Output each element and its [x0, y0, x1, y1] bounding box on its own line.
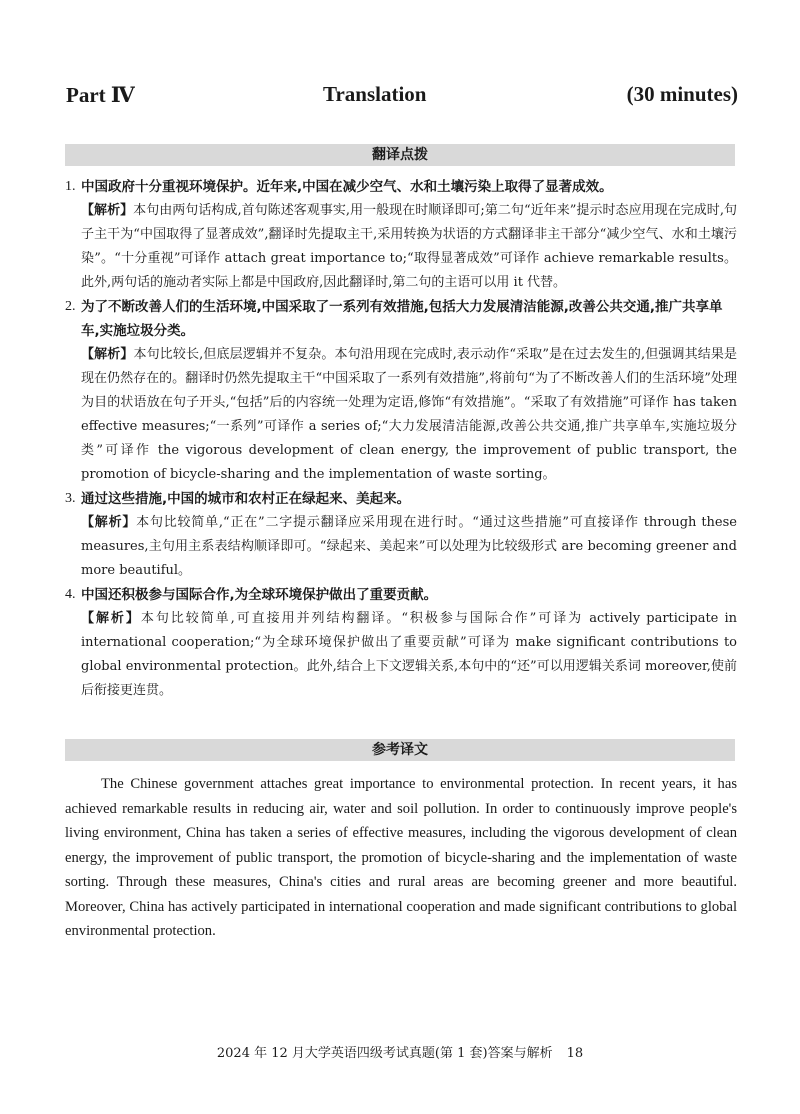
translation-item-3 — [65, 487, 737, 583]
translation-item-1 — [65, 175, 737, 295]
translation-item-4 — [65, 583, 737, 703]
reference-translation: The Chinese government attaches great importance to environmental protection. In recent years, it has achieved remarkable results in reducing air, water and soil pollution. In order to continuously improve people's living environment, China has taken a series of effective measures, including the vigorous development of clean energy, the improvement of public transport, the promotion of bicycle-sharing and the implementation of waste sorting. Through these measures, China's cities and rural areas are becoming greener and more beautiful. Moreover, China has actively participated in international cooperation and made significant contributions to global environmental protection. — [65, 776, 737, 939]
item-analysis-text: 本句比较长,但底层逻辑并不复杂。本句沿用现在完成时,表示动作“采取”是在过去发生的,但强调其结果是现在仍然存在的。翻译时仍然先提取主干“中国采取了一系列有效措施”,将前句“为了不断改善人们的生活环境”处理为目的状语放在句子开头,“包括”后的内容统一处理为定语,修饰“有效措施”。“采取了有效措施”可译作 has taken effective measures;“一系列”可译作 a series of;“大力发展清洁能源,改善公共交通,推广共享单车,实施垃圾分类”可译作 the vigorous development of clean energy, the improvement of public transport, the promotion of bicycle-sharing and the implementation of waste sorting。 — [81, 347, 737, 482]
item-analysis-text: 本句由两句话构成,首句陈述客观事实,用一般现在时顺译即可;第二句“近年来”提示时态应用现在完成时,句子主干为“中国取得了显著成效”,翻译时先提取主干,采用转换为状语的方式翻译非主干部分“减少空气、水和土壤污染”。“十分重视”可译作 attach great importance to;“取得显著成效”可译作 achieve remarkable results。此外,两句话的施动者实际上都是中国政府,因此翻译时,第二句的主语可以用 it 代替。 — [81, 203, 737, 290]
item-analysis — [81, 343, 737, 487]
analysis-tag: 【解析】 — [81, 347, 134, 362]
analysis-tag: 【解析】 — [81, 515, 137, 530]
item-question-text: 中国政府十分重视环境保护。近年来,中国在减少空气、水和土壤污染上取得了显著成效。 — [81, 179, 613, 195]
page-footer — [0, 1042, 800, 1061]
time-limit: (30 minutes) — [626, 82, 738, 106]
tips-section-bar: 翻译点拨 — [65, 144, 735, 166]
footer-text: 2024 年 12 月大学英语四级考试真题(第 1 套)答案与解析 — [216, 1046, 553, 1061]
item-question-text: 中国还积极参与国际合作,为全球环境保护做出了重要贡献。 — [81, 587, 438, 603]
reference-section-bar: 参考译文 — [65, 739, 735, 761]
item-analysis-text: 本句比较简单,可直接用并列结构翻译。“积极参与国际合作”可译为 actively participate in international cooperation;“为全球环境保护做出了重要贡献”可译为 make significant contributions to global environmental protection。此外,结合上下文逻辑关系,本句中的“还”可以用逻辑关系词 moreover,使前后衔接更连贯。 — [81, 611, 737, 698]
part-header — [66, 82, 738, 114]
translation-items — [65, 175, 737, 703]
item-question — [65, 175, 737, 199]
part-label: Part Ⅳ — [66, 83, 135, 107]
item-number: 1. — [65, 179, 76, 194]
section-title: Translation — [323, 82, 427, 106]
item-question-text: 通过这些措施,中国的城市和农村正在绿起来、美起来。 — [81, 491, 411, 507]
item-analysis-text: 本句比较简单,“正在”二字提示翻译应采用现在进行时。“通过这些措施”可直接译作 through these measures,主句用主系表结构顺译即可。“绿起来、美起来”可以处理为比较级形式 are becoming greener and more beautiful。 — [81, 515, 737, 578]
item-number: 2. — [65, 299, 76, 314]
item-question — [65, 583, 737, 607]
translation-item-2 — [65, 295, 737, 487]
item-question-text: 为了不断改善人们的生活环境,中国采取了一系列有效措施,包括大力发展清洁能源,改善公共交通,推广共享单车,实施垃圾分类。 — [81, 299, 723, 339]
item-number: 4. — [65, 587, 76, 602]
item-question — [65, 487, 737, 511]
analysis-tag: 【解析】 — [81, 203, 134, 218]
analysis-tag: 【解析】 — [81, 611, 141, 626]
item-analysis — [81, 511, 737, 583]
item-question — [65, 295, 737, 343]
item-number: 3. — [65, 491, 76, 506]
item-analysis — [81, 199, 737, 295]
page-number: 18 — [566, 1046, 584, 1061]
item-analysis — [81, 607, 737, 703]
